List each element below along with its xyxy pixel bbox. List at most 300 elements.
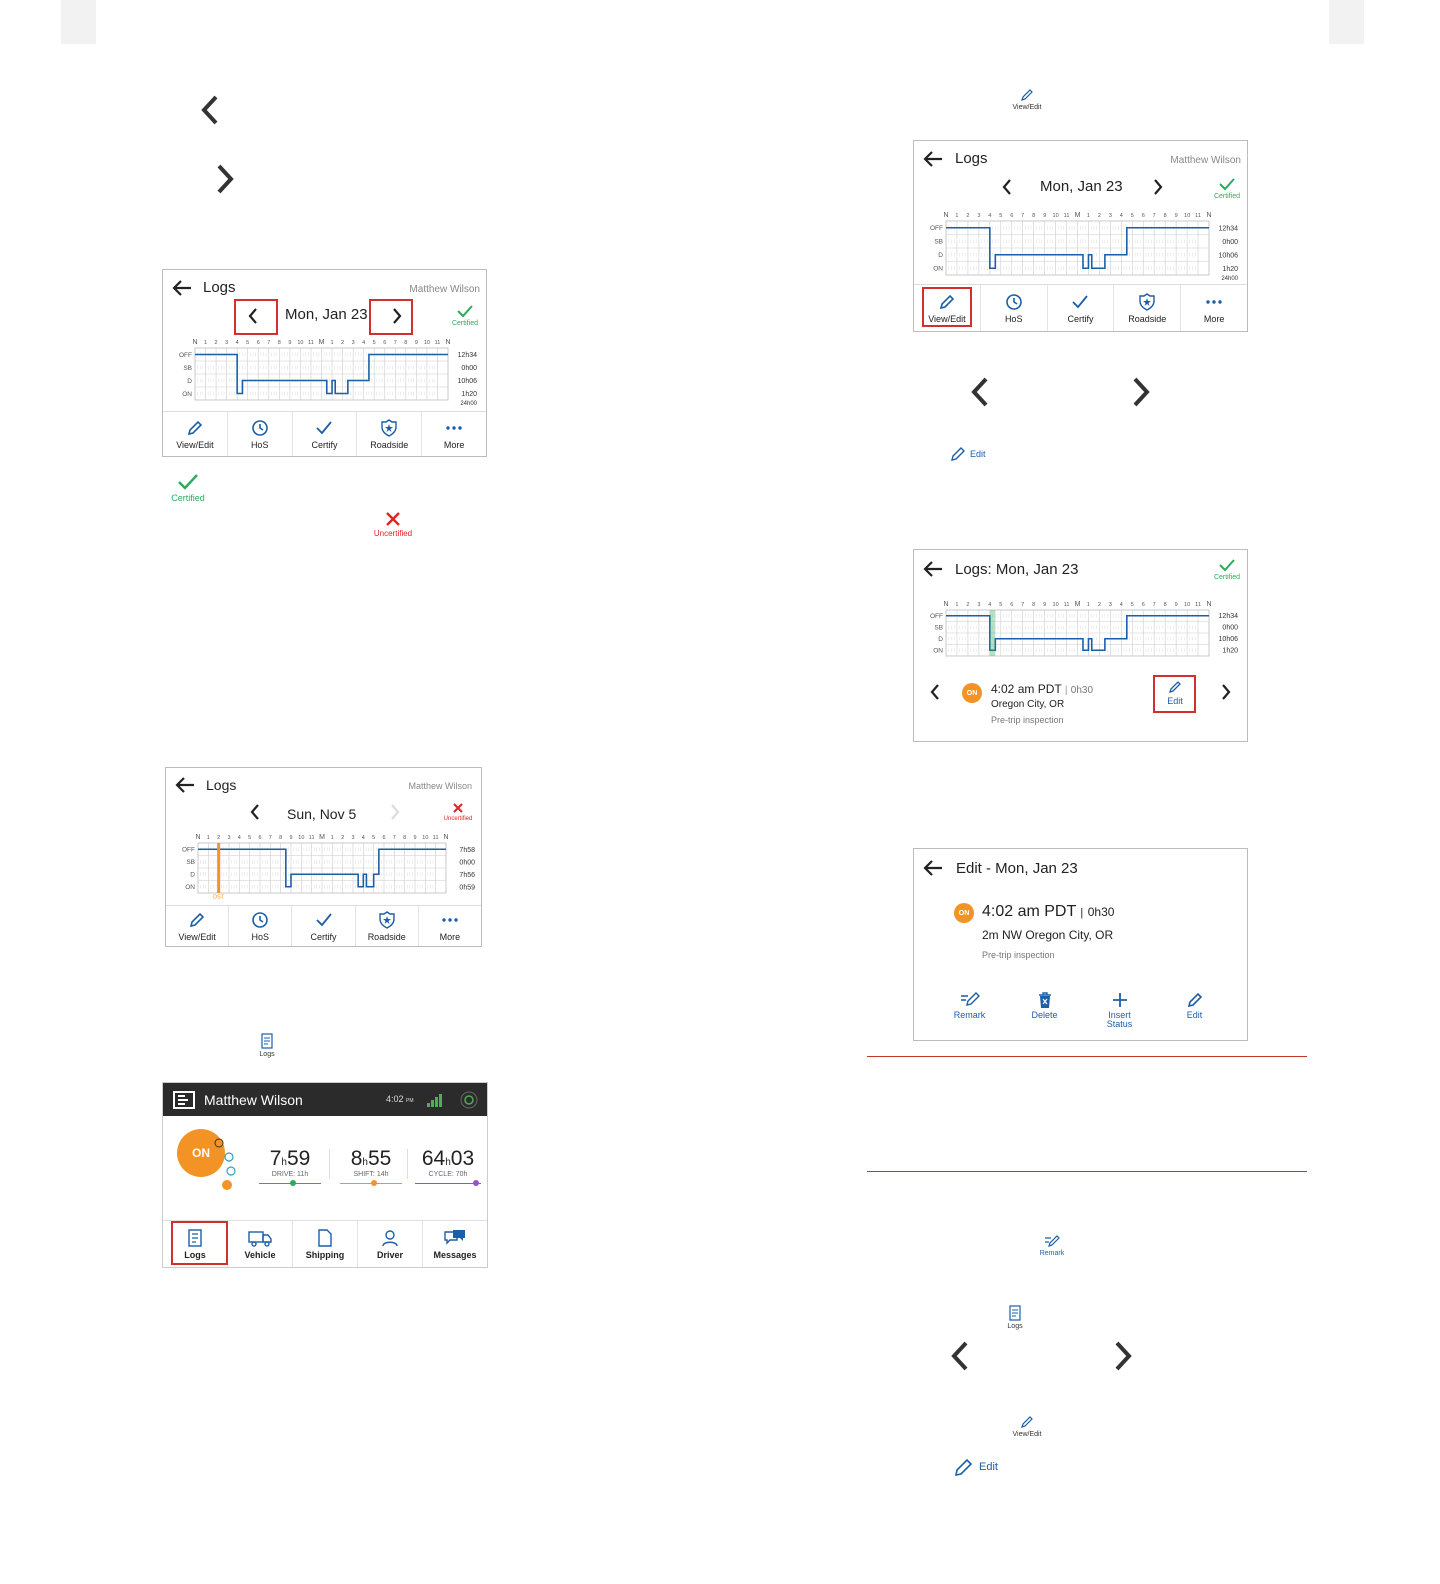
hour-label: 4 [235,340,239,346]
hour-label: 4 [1119,602,1123,608]
shift-clock: 8h55 SHIFT: 14h [340,1147,402,1186]
hour-label: 9 [1174,602,1178,608]
chevron-right-icon [1111,1340,1135,1372]
hour-label: 2 [1097,602,1101,608]
hour-label: 5 [372,340,376,346]
document-icon [317,1229,333,1247]
nav-roadside-button[interactable] [356,906,419,946]
hour-label: 6 [1141,213,1145,219]
messages-icon [443,1229,467,1247]
hour-label: 1 [1086,602,1090,608]
row-total: 1h20 [461,391,477,399]
nav-label: View/Edit [176,440,214,450]
signal-icon [427,1093,445,1112]
checkmark-icon [177,473,199,491]
nav-label: HoS [250,440,269,450]
row-label: ON [182,390,192,398]
hour-label: 10 [1184,213,1191,219]
section-rule-bottom [867,1171,1307,1172]
hour-label: 8 [1032,213,1036,219]
hour-label: 8 [1032,602,1036,608]
hour-label: M [318,339,325,346]
remark-icon [959,991,981,1007]
hour-label: 8 [277,340,281,346]
row-label: OFF [930,225,943,233]
pencil-icon [188,911,206,929]
row-label: ON [933,647,943,655]
logs-day-screen [913,549,1248,742]
nav-more-button[interactable] [419,906,481,946]
status-dots [213,1137,239,1200]
hour-label: 8 [403,835,407,841]
clock-icon [1005,293,1023,311]
nav-label: Logs [184,1250,206,1260]
nav-label: Certify [311,440,338,450]
hour-label: 11 [1063,602,1070,608]
nav-label: Certify [310,932,337,942]
row-total: 0h00 [459,859,475,867]
hour-label: 5 [1130,602,1134,608]
hour-label: 6 [258,835,262,841]
pencil-icon [1167,680,1183,694]
hour-label: 5 [999,602,1003,608]
badge-icon [380,419,398,437]
log-grid [924,209,1239,281]
hour-label: 4 [988,602,992,608]
certified-badge: Certified [1210,558,1244,581]
hour-label: 6 [1010,213,1014,219]
nav-label: HoS [251,932,270,942]
dst-marker [217,843,220,893]
screen-title: Logs [206,777,237,793]
row-label: D [938,252,943,260]
logs-screen-nov5 [165,767,482,947]
page-corner-left [61,0,96,44]
nav-roadside-button[interactable] [1114,285,1181,331]
app-logo-icon [173,1091,195,1114]
hour-label: 2 [341,835,345,841]
trash-icon [1037,991,1053,1009]
log-date: Sun, Nov 5 [287,806,357,822]
hour-label: M [1074,601,1081,608]
chevron-left-icon [198,94,222,126]
checkmark-icon [1218,558,1236,572]
certified-badge: Certified [448,304,482,327]
nav-label: Certify [1067,314,1094,324]
next-day-button[interactable] [1151,178,1165,201]
row-total: 1h20 [1222,647,1238,655]
hour-label: 2 [966,213,970,219]
hour-label: 10 [1052,602,1059,608]
row-total: 7h56 [459,871,475,879]
hour-label: 11 [1195,213,1201,219]
certified-badge: Certified [1210,177,1244,200]
logs-screen-viewedit [913,140,1248,332]
nav-view-edit-button[interactable] [166,906,229,946]
chevron-left-icon [968,376,992,408]
view-edit-icon-small: View/Edit [1005,1415,1049,1438]
nav-hos-button[interactable] [229,906,292,946]
hour-label: 11 [1195,602,1201,608]
hour-label: N [1206,601,1212,608]
hour-label: 1 [330,835,334,841]
hour-label: 5 [246,340,250,346]
hour-label: 4 [361,835,365,841]
log-grid [924,598,1239,662]
hour-label: 8 [404,340,408,346]
chevron-right-icon [1129,376,1153,408]
more-icon [441,911,459,929]
nav-label: More [443,440,465,450]
screen-title: Logs: Mon, Jan 23 [955,561,1079,578]
hour-label: 8 [1163,602,1167,608]
row-total: 10h06 [457,378,477,386]
drive-clock: 7h59 DRIVE: 11h [259,1147,321,1186]
clock-divider [407,1149,408,1179]
nav-label: View/Edit [928,314,966,324]
row-total: 0h00 [461,365,477,373]
hour-label: 3 [351,835,355,841]
hour-label: 3 [1108,602,1112,608]
next-event-button[interactable] [1219,683,1233,706]
clock-icon [251,911,269,929]
driver-name: Matthew Wilson [408,781,472,791]
hour-label: 11 [434,340,441,346]
nav-certify-button[interactable] [1048,285,1115,331]
nav-label: View/Edit [178,932,216,942]
hour-label: 3 [351,340,355,346]
uncertified-badge: Uncertified [438,802,478,822]
next-day-button[interactable] [390,307,404,330]
row-label: OFF [930,612,943,620]
hour-label: 8 [279,835,283,841]
chevron-left-icon [948,1340,972,1372]
row-total: 0h00 [1222,624,1238,632]
chevron-right-icon [213,163,237,195]
hour-label: 9 [1043,602,1047,608]
nav-label: Roadside [370,440,409,450]
cross-icon [452,802,464,814]
gps-icon [459,1090,479,1115]
hour-label: 9 [413,835,417,841]
checkmark-icon [315,419,333,437]
edit-screen [913,848,1248,1041]
on-status-badge: ON [962,683,982,703]
log-date: Mon, Jan 23 [285,306,368,323]
pencil-icon [1019,88,1035,102]
clock-icon [251,419,269,437]
row-label: SB [183,364,192,372]
hour-label: N [1206,212,1212,219]
hour-label: 1 [204,340,208,346]
next-day-button-disabled [388,803,402,826]
nav-driver-button[interactable] [358,1221,423,1267]
hour-label: 6 [382,835,386,841]
row-total: 7h58 [459,846,475,854]
bottom-nav [163,411,486,456]
nav-shipping-button[interactable] [293,1221,358,1267]
row-label: SB [934,238,943,246]
nav-certify-button[interactable] [292,906,355,946]
hour-label: 4 [362,340,366,346]
back-arrow-icon[interactable] [171,279,193,302]
row-label: ON [933,265,943,273]
checkmark-icon [315,911,333,929]
prev-day-button[interactable] [246,307,260,330]
hour-label: 2 [966,602,970,608]
on-status-badge: ON [954,903,974,923]
hour-label: N [195,834,201,841]
more-icon [1205,293,1223,311]
nav-label: Messages [433,1250,477,1260]
edit-actions [932,991,1232,1029]
back-arrow-icon[interactable] [174,776,196,799]
pencil-icon [1019,1415,1035,1429]
prev-day-button[interactable] [1000,178,1014,201]
section-rule-top [867,1056,1307,1057]
remark-button[interactable] [932,991,1007,1029]
nav-label: More [1203,314,1225,324]
logs-icon-small: Logs [250,1033,284,1058]
checkmark-icon [1071,293,1089,311]
hour-label: 4 [1119,213,1123,219]
nav-hos-button[interactable] [981,285,1048,331]
hour-label: 7 [268,835,272,841]
hour-label: 1 [1086,213,1090,219]
hour-label: 1 [206,835,210,841]
hour-label: 3 [227,835,231,841]
pencil-icon [949,446,967,462]
hour-label: 3 [225,340,229,346]
logs-icon [1008,1305,1022,1321]
view-edit-icon-small: View/Edit [1005,88,1049,111]
hour-label: 7 [1152,602,1156,608]
nav-label: Shipping [305,1250,345,1260]
nav-hos-button[interactable] [228,412,293,456]
shift-progress [340,1180,402,1186]
nav-certify-button[interactable] [293,412,358,456]
screen-title: Logs [955,150,988,167]
action-label: Delete [1031,1010,1058,1020]
hour-label: M [319,834,325,841]
drive-progress [259,1180,321,1186]
nav-label: Roadside [1128,314,1167,324]
hour-label: 9 [289,835,293,841]
hour-label: 10 [423,340,430,346]
person-icon [381,1229,399,1247]
log-grid [173,336,478,406]
row-total: 12h34 [1218,613,1238,621]
row-total: 10h06 [1218,636,1238,644]
nav-roadside-button[interactable] [357,412,422,456]
hour-label: 5 [1130,213,1134,219]
nav-more-button[interactable] [422,412,486,456]
edit-icon-small: Edit [953,1457,998,1477]
action-label: Remark [953,1010,986,1020]
hour-label: 2 [341,340,345,346]
log-date: Mon, Jan 23 [1040,178,1123,195]
hour-label: N [943,601,949,608]
hour-label: N [443,834,449,841]
hour-label: 9 [1043,213,1047,219]
pencil-icon [1186,991,1204,1009]
row-total: 12h34 [1218,225,1238,233]
clock-divider [329,1149,330,1179]
row-total: 12h34 [457,352,477,360]
hour-label: 10 [1184,602,1191,608]
bottom-nav [166,905,481,946]
remark-icon [1043,1234,1061,1248]
hour-label: 10 [297,340,304,346]
hour-label: 11 [308,835,315,841]
pencil-icon [953,1457,975,1477]
back-arrow-icon[interactable] [922,560,944,583]
log-grid [176,831,476,899]
nav-messages-button[interactable] [423,1221,487,1267]
event-location: Oregon City, OR [991,699,1065,710]
hour-label: 11 [1063,213,1070,219]
event-note: Pre-trip inspection [991,715,1064,725]
hour-label: N [192,339,198,346]
hour-label: 7 [1152,213,1156,219]
hour-label: 10 [422,835,429,841]
action-label: Insert Status [1106,1010,1133,1029]
hour-label: 4 [988,213,992,219]
truck-icon [248,1229,272,1247]
hour-label: 10 [298,835,305,841]
edit-event-button[interactable]: Edit [1158,680,1192,706]
edit-icon-small: Edit [949,446,986,462]
hour-label: N [943,212,949,219]
hour-label: 6 [383,340,387,346]
nav-label: Driver [376,1250,403,1260]
driver-name: Matthew Wilson [204,1092,303,1108]
back-arrow-icon[interactable] [922,150,944,173]
row-label: D [190,871,195,879]
hour-label: 1 [330,340,334,346]
logs-icon [260,1033,274,1049]
hour-label: 9 [414,340,418,346]
delete-button[interactable] [1007,991,1082,1029]
hour-label: 9 [1174,213,1178,219]
hour-label: 8 [1163,213,1167,219]
certified-legend: Certified [166,473,210,503]
dst-label: DST [213,894,225,899]
row-label: D [187,377,192,385]
checkmark-icon [1218,177,1236,191]
hour-label: 3 [977,602,981,608]
view-edit-highlight [922,287,972,327]
hour-label: 9 [288,340,292,346]
logs-icon-small: Logs [999,1305,1031,1330]
hour-label: 10 [1052,213,1059,219]
prev-day-button[interactable] [248,803,262,826]
row-total: 1h20 [1222,265,1238,273]
row-total: 0h59 [459,884,475,892]
dashboard-header [163,1083,487,1116]
dashboard-screen [162,1082,488,1268]
nav-label: Vehicle [244,1250,276,1260]
row-label: OFF [179,351,192,359]
cycle-progress [415,1180,481,1186]
checkmark-icon [456,304,474,318]
driver-name: Matthew Wilson [409,284,480,295]
hour-label: 11 [432,835,439,841]
row-total: 0h00 [1222,238,1238,246]
row-label: D [938,635,943,643]
hour-label: 7 [393,340,397,346]
action-label: Edit [1186,1010,1203,1020]
plus-icon [1111,991,1129,1009]
hour-label: 3 [977,213,981,219]
hour-label: 6 [1141,602,1145,608]
status-bubble[interactable]: ON [177,1129,225,1177]
hour-label: 5 [372,835,376,841]
page-corner-right [1329,0,1364,44]
cycle-clock: 64h03 CYCLE: 70h [415,1147,481,1186]
event-time: 4:02 am PDT | 0h30 [991,682,1094,696]
hour-label: N [445,339,451,346]
hour-label: 7 [392,835,396,841]
row-label: OFF [182,846,195,854]
hour-label: 4 [237,835,241,841]
badge-icon [378,911,396,929]
clock-time: 4:02 PM [386,1094,414,1104]
row-label: ON [185,884,195,891]
row-label: SB [186,859,195,866]
event-time: 4:02 am PDT | 0h30 [982,903,1115,920]
hour-label: 2 [217,835,221,841]
hour-label: 2 [1097,213,1101,219]
driver-name: Matthew Wilson [1170,155,1241,166]
badge-icon [1138,293,1156,311]
screen-title: Logs [203,279,236,296]
row-total: 10h06 [1218,252,1238,260]
logs-screen-jan23 [162,269,487,457]
insert-status-button[interactable] [1082,991,1157,1029]
selected-event [990,610,995,656]
hour-label: 7 [267,340,271,346]
nav-vehicle-button[interactable] [228,1221,293,1267]
cross-icon [385,511,401,527]
hour-label: 5 [999,213,1003,219]
uncertified-legend: Uncertified [367,511,419,538]
hour-label: 6 [256,340,260,346]
prev-event-button[interactable] [928,683,942,706]
event-location: 2m NW Oregon City, OR [982,928,1114,942]
hour-label: 11 [308,340,314,346]
nav-more-button[interactable] [1181,285,1247,331]
nav-view-edit-button[interactable] [163,412,228,456]
nav-label: HoS [1004,314,1023,324]
event-note: Pre-trip inspection [982,950,1055,960]
screen-title: Edit - Mon, Jan 23 [956,860,1078,877]
nav-label: Roadside [367,932,406,942]
hour-label: 2 [214,340,218,346]
nav-label: More [439,932,461,942]
hour-label: M [1074,212,1081,219]
logs-highlight [171,1221,228,1265]
row-total: 24h00 [1221,276,1238,281]
edit-button[interactable] [1157,991,1232,1029]
hour-label: 7 [1021,602,1025,608]
hour-label: 3 [1108,213,1112,219]
hour-label: 5 [248,835,252,841]
more-icon [445,419,463,437]
hour-label: 6 [1010,602,1014,608]
back-arrow-icon[interactable] [922,859,944,882]
hour-label: 1 [955,602,959,608]
